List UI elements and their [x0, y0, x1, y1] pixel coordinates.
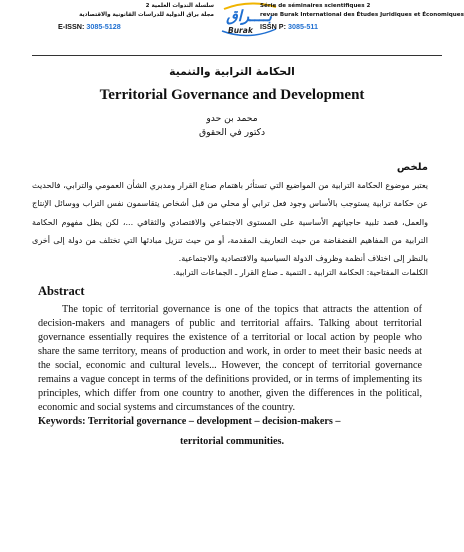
journal-info-arabic: [58, 2, 214, 31]
author-degree: دكتور في الحقوق: [198, 127, 266, 138]
keywords-list: Territorial governance – development – decision-makers –: [87, 415, 341, 427]
abstract-english-text: The topic of territorial governance is one of the topics that attracts the attention of decision-makers and managers of public and territorial affairs. Talking about territorial governance essentially requires the existence of a territorial or local action by people who share the same territory, means of production and work, in order to meet their basic needs at the social, economic and cultural levels... However, the concept of territorial governance remains a vague concept in terms of the definitions provided, or in terms of implementing its principles, which differ from one country to another, given the differences in the political, economic and social systems and circumstances of the country.: [38, 304, 422, 413]
author-name: محمد بن حدو: [206, 113, 258, 124]
logo-text: بــــراق: [226, 7, 272, 25]
paper-title-english: Territorial Governance and Development: [99, 87, 365, 103]
issn-print: ISSN P: 3085-511: [260, 22, 318, 31]
logo-subtitle: Burak: [228, 26, 253, 35]
author-block: [32, 112, 432, 140]
header-divider: [32, 55, 442, 56]
journal-series-fr: Série de séminaires scientifiques 2: [260, 3, 371, 9]
eissn: E-ISSN: 3085-5128: [58, 22, 121, 31]
keywords-english: [32, 415, 432, 429]
journal-header: [32, 0, 464, 60]
journal-series-ar: سلسلة الندوات العلمية 2: [145, 3, 214, 9]
keywords-arabic: الكلمات المفتاحية: الحكامة الترابية ـ التنمية ـ صناع القرار ـ الجماعات الترابية.: [173, 268, 428, 278]
keywords-label: Keywords:: [38, 415, 86, 427]
journal-info-french: [260, 2, 464, 31]
journal-name-ar: مجلة براق الدولية للدراسات القانونية والاقتصادية: [79, 11, 214, 18]
journal-name-fr: revue Burak International des Études Juridiques et Économiques: [260, 11, 464, 18]
abstract-arabic-heading: ملخص: [396, 162, 428, 173]
abstract-english-heading: Abstract: [38, 284, 85, 299]
keywords-english-continued: territorial communities.: [179, 435, 285, 447]
abstract-arabic-text: يعتبر موضوع الحكامة الترابية من المواضيع التي تستأثر باهتمام صناع القرار ومدبري الشأن العمومي والترابي، فالحديث عن حكامة ترابية يستوجب بالأساس وجود فعل ترابي أو محلي من قبل أشخاص يتقاسمون نفس التراب ووسائل الإنتاج والعمل، قصد تلبية حاجياتهم الأساسية على المستوى الاجتماعي والاقتصادي والثقافي ...، لكن يظل مفهوم الحكامة الترابية من المفاهيم الفضفاضة من حيث التعاريف المقدمة، أو من حيث تنزيل مبادئها التي تختلف من دولة إلى أخرى بالنظر إلى اختلاف أنظمة وظروف الدولة السياسية والاقتصادية والاجتماعية.: [32, 180, 428, 264]
paper-title-arabic: الحكامة الترابية والتنمية: [169, 65, 295, 78]
